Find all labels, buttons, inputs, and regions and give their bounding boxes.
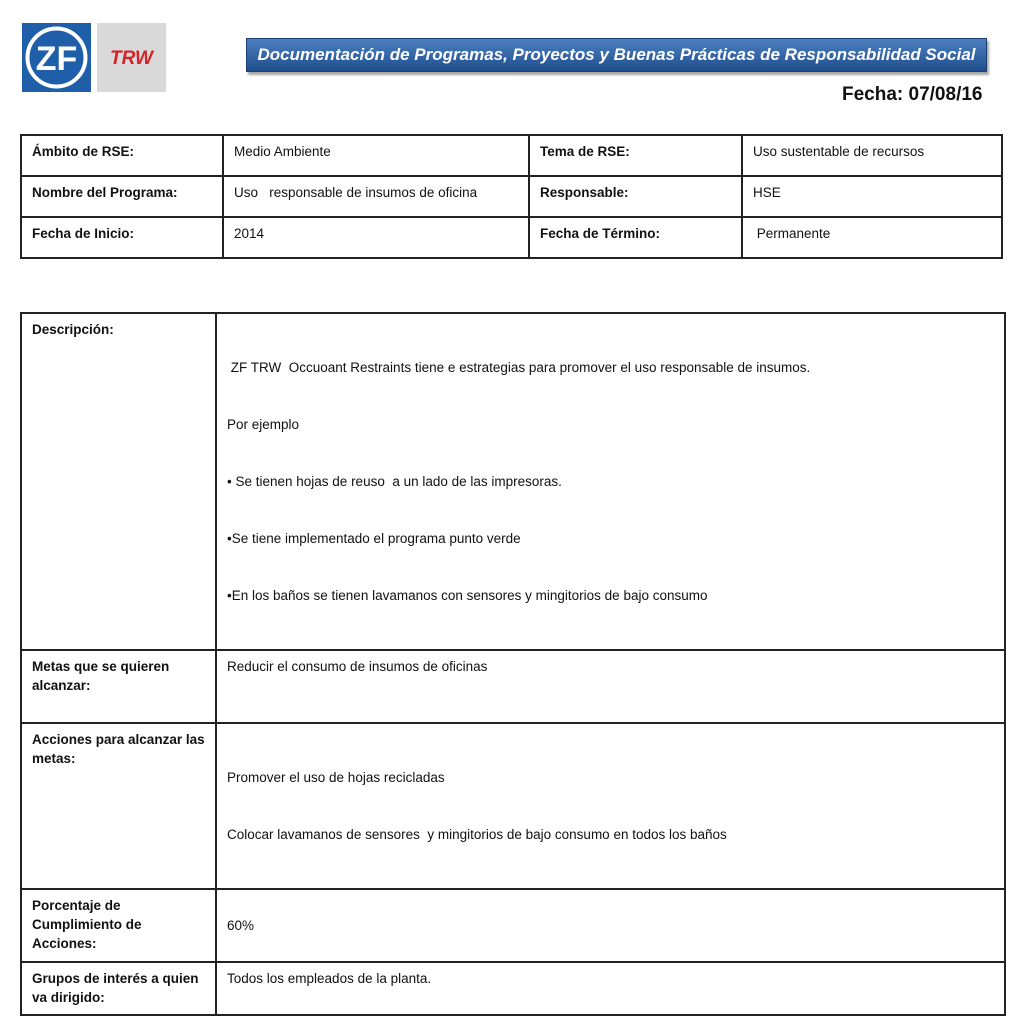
acciones-line: Promover el uso de hojas recicladas xyxy=(227,770,445,785)
table-row xyxy=(21,962,1005,1015)
fecha-termino-label: Fecha de Término: xyxy=(529,217,742,258)
table-row xyxy=(21,723,1005,889)
nombre-programa-value: Uso responsable de insumos de oficina xyxy=(223,176,529,217)
ambito-label: Ámbito de RSE: xyxy=(21,135,223,176)
acciones-value xyxy=(216,723,1005,889)
table-row xyxy=(21,176,1002,217)
table-row xyxy=(21,313,1005,650)
tema-value: Uso sustentable de recursos xyxy=(742,135,1002,176)
descripcion-value xyxy=(216,313,1005,650)
descripcion-line: •Se tiene implementado el programa punto verde xyxy=(227,531,521,546)
trw-logo-text: TRW xyxy=(110,48,153,69)
descripcion-line: Por ejemplo xyxy=(227,417,300,432)
fecha-termino-value: Permanente xyxy=(742,217,1002,258)
descripcion-line: ZF TRW Occuoant Restraints tiene e estrategias para promover el uso responsable de insumos. xyxy=(227,360,811,375)
descripcion-line: •En los baños se tienen lavamanos con sensores y mingitorios de bajo consumo xyxy=(227,588,708,603)
program-info-table xyxy=(20,134,1003,259)
trw-logo xyxy=(97,23,166,92)
table-row xyxy=(21,650,1005,723)
page-title-banner: Documentación de Programas, Proyectos y Buenas Prácticas de Responsabilidad Social xyxy=(246,38,987,72)
descripcion-label: Descripción: xyxy=(21,313,216,650)
table-row xyxy=(21,135,1002,176)
grupos-label: Grupos de interés a quien va dirigido: xyxy=(21,962,216,1015)
program-detail-table xyxy=(20,312,1006,1016)
metas-value: Reducir el consumo de insumos de oficinas xyxy=(216,650,1005,723)
descripcion-line: • Se tienen hojas de reuso a un lado de las impresoras. xyxy=(227,474,562,489)
table-row xyxy=(21,889,1005,962)
responsable-label: Responsable: xyxy=(529,176,742,217)
porcentaje-label: Porcentaje de Cumplimiento de Acciones: xyxy=(21,889,216,962)
grupos-value: Todos los empleados de la planta. xyxy=(216,962,1005,1015)
responsable-value: HSE xyxy=(742,176,1002,217)
nombre-programa-label: Nombre del Programa: xyxy=(21,176,223,217)
zf-logo-text: ZF xyxy=(35,40,78,78)
fecha-inicio-label: Fecha de Inicio: xyxy=(21,217,223,258)
tema-label: Tema de RSE: xyxy=(529,135,742,176)
porcentaje-value: 60% xyxy=(216,889,1005,962)
acciones-line: Colocar lavamanos de sensores y mingitorios de bajo consumo en todos los baños xyxy=(227,827,727,842)
table-row xyxy=(21,217,1002,258)
zf-logo xyxy=(22,23,91,92)
acciones-label: Acciones para alcanzar las metas: xyxy=(21,723,216,889)
ambito-value: Medio Ambiente xyxy=(223,135,529,176)
date-label: Fecha: 07/08/16 xyxy=(842,84,983,105)
fecha-inicio-value: 2014 xyxy=(223,217,529,258)
metas-label: Metas que se quieren alcanzar: xyxy=(21,650,216,723)
